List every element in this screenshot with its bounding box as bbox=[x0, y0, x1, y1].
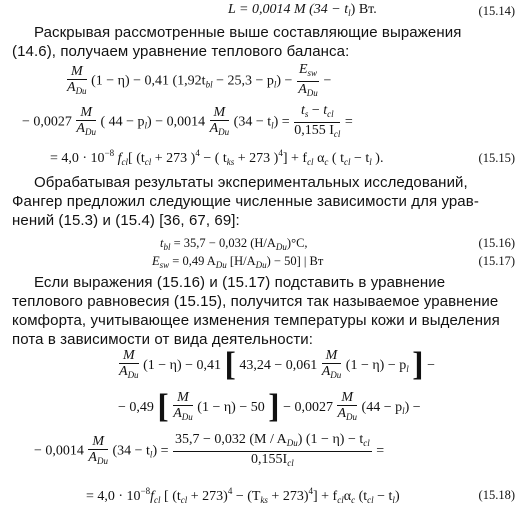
subscript: Du bbox=[275, 242, 287, 252]
equation-text: ) = bbox=[273, 114, 290, 130]
equation-15-16 bbox=[160, 236, 308, 252]
paragraph-line: Фангер предложил следующие численные зависимости для урав- bbox=[12, 193, 479, 210]
subscript: cl bbox=[363, 438, 370, 448]
equation-15-14 bbox=[228, 2, 377, 18]
equation-number: (15.15) bbox=[478, 151, 515, 165]
equation-text: E bbox=[152, 254, 160, 268]
equation-text: ) Вт. bbox=[350, 2, 377, 17]
denominator: A bbox=[67, 80, 76, 95]
paragraph-line: Обрабатывая результаты экспериментальных исследований, bbox=[34, 174, 468, 191]
subscript: cl bbox=[180, 495, 188, 505]
paragraph-line: теплового равновесия (15.15), получится так называемое уравнение bbox=[12, 293, 499, 310]
subscript: Du bbox=[181, 412, 193, 423]
subscript: cl bbox=[307, 157, 314, 167]
equation-15-18-line-1 bbox=[118, 348, 435, 383]
bracket-close: ] bbox=[268, 388, 280, 425]
subscript: Du bbox=[218, 127, 230, 137]
equation-text: (1 − η) − 0,41 bbox=[143, 358, 221, 373]
subscript: l bbox=[144, 120, 148, 131]
fraction bbox=[173, 390, 193, 425]
equation-text: = 4,0 · 10 bbox=[50, 151, 105, 166]
denominator: A bbox=[337, 406, 347, 422]
numerator: M bbox=[92, 434, 105, 449]
subscript: cl bbox=[287, 458, 294, 468]
denominator: A bbox=[209, 121, 219, 136]
equation-number: (15.18) bbox=[478, 488, 515, 502]
subscript: l bbox=[402, 406, 405, 416]
superscript: 4 bbox=[278, 148, 283, 158]
subscript: l bbox=[348, 8, 351, 18]
numerator: M bbox=[80, 105, 93, 120]
paragraph-line: (14.6), получаем уравнение теплового баланса: bbox=[12, 43, 350, 60]
subscript: l bbox=[392, 495, 395, 505]
equation-text: ) − 50] | Вт bbox=[266, 254, 324, 268]
superscript: 4 bbox=[308, 486, 313, 496]
equation-text: α bbox=[313, 151, 325, 166]
equation-15-18-line-4 bbox=[86, 486, 400, 505]
equation-15-18-line-2 bbox=[118, 390, 421, 425]
equation-text: ). bbox=[371, 151, 384, 166]
subscript: l bbox=[273, 79, 277, 90]
subscript: ks bbox=[226, 157, 235, 167]
bracket-open: [ bbox=[224, 346, 236, 383]
equation-text: − 0,49 bbox=[118, 400, 154, 415]
subscript: cl bbox=[343, 157, 351, 167]
subscript: cl bbox=[154, 495, 161, 505]
numerator: M bbox=[122, 348, 135, 364]
fraction bbox=[297, 62, 319, 101]
subscript: cl bbox=[337, 495, 344, 505]
denominator: 0,155I bbox=[251, 452, 288, 467]
numerator: 35,7 − 0,032 (M / A bbox=[175, 432, 287, 447]
equation-text: ( 44 − p bbox=[100, 114, 145, 130]
equation-text: (1 − η) − 50 bbox=[197, 400, 265, 415]
equation-text: + 273) bbox=[267, 489, 309, 504]
denominator: A bbox=[321, 364, 331, 380]
equation-text: − 0,0027 bbox=[22, 114, 72, 130]
equation-text: [ (t bbox=[160, 489, 181, 504]
paragraph-line: Если выражения (15.16) и (15.17) подставить в уравнение bbox=[34, 274, 446, 291]
subscript: Du bbox=[75, 86, 87, 96]
fraction bbox=[88, 434, 108, 469]
paragraph-line: Раскрывая рассмотренные выше составляющие выражения bbox=[34, 24, 462, 41]
equation-text: (34 − t bbox=[233, 114, 272, 130]
equation-15-15-line-2: − 0,0027 $\frac{M}{A_{Du}}$ ( $44 - p_l) - 0,0014$ $\frac{M}{A_{Du}}$ $(34 - t_l)$ = $\frac{t_s - t_{cl}}{0,155 I_{cl}}$ = bbox=[22, 103, 353, 142]
equation-text: + 273) bbox=[187, 489, 228, 504]
subscript: Du bbox=[330, 370, 342, 381]
equation-text: ] + f bbox=[312, 489, 338, 504]
equation-text: (1 − η) − p bbox=[345, 358, 407, 373]
superscript: 4 bbox=[195, 148, 200, 158]
numerator: M bbox=[213, 105, 226, 120]
fraction bbox=[67, 64, 87, 99]
numerator: t bbox=[300, 103, 305, 118]
equation-text: ) bbox=[394, 489, 400, 504]
superscript: 4 bbox=[227, 486, 233, 496]
equation-text: f bbox=[150, 489, 155, 504]
superscript: −8 bbox=[104, 148, 115, 158]
subscript: Du bbox=[127, 370, 139, 381]
equation-text: − bbox=[423, 358, 435, 373]
equation-text: ] + f bbox=[282, 151, 308, 166]
equation-text: = 4,0 · 10 bbox=[86, 489, 141, 504]
equation-text: − (T bbox=[232, 489, 261, 504]
equation-text: [ (t bbox=[128, 151, 145, 166]
numerator: M bbox=[325, 348, 338, 364]
subscript: c bbox=[324, 157, 329, 167]
equation-number: (15.17) bbox=[478, 254, 515, 268]
equation-text: = bbox=[376, 443, 385, 459]
denominator: 0,155 I bbox=[294, 123, 334, 138]
subscript: ks bbox=[260, 495, 268, 505]
equation-15-15-line-3 bbox=[50, 148, 383, 167]
subscript: cl bbox=[367, 495, 374, 505]
numerator: M bbox=[177, 390, 189, 406]
subscript: Du bbox=[96, 456, 108, 466]
denominator: A bbox=[88, 450, 97, 465]
subscript: bl bbox=[205, 79, 213, 90]
numerator: M bbox=[70, 64, 83, 79]
fraction: $\frac{t_s - t_{cl}}{0,155 I_{cl}}$ bbox=[294, 103, 341, 139]
subscript: l bbox=[406, 364, 409, 374]
equation-number: (15.14) bbox=[478, 4, 515, 18]
equation-text: 43,24 − 0,061 bbox=[239, 358, 318, 373]
equation-text: f bbox=[114, 151, 122, 166]
subscript: l bbox=[369, 157, 372, 167]
equation-text: − 0,0027 bbox=[283, 400, 333, 415]
paragraph-line: комфорта, учитывающее изменения температуры кожи и выделения bbox=[12, 312, 500, 329]
equation-text: − ( t bbox=[199, 151, 227, 166]
fraction bbox=[119, 348, 139, 383]
equation-15-17 bbox=[152, 254, 323, 270]
bracket-open: [ bbox=[157, 388, 169, 425]
equation-text: (44 − p bbox=[361, 400, 403, 415]
subscript: c bbox=[351, 495, 356, 505]
paragraph-line: пота в зависимости от вида деятельности: bbox=[12, 331, 314, 348]
equation-text: − 0,0014 bbox=[34, 443, 84, 459]
paragraph-line: нений (15.3) и (15.4) [36, 67, 69]: bbox=[12, 212, 240, 229]
equation-15-15-line-1: $\frac{M}{A_{Du}}$ (1 − η) − 0,41 $(1,92t_{bl} - 25,3 - p_l)$ − $\frac{E_{sw}}{A_{Du}}$ − bbox=[66, 62, 331, 101]
equation-text: + 273 ) bbox=[151, 151, 196, 166]
equation-text: (1 − η) − 0,41 (1,92t bbox=[91, 73, 206, 89]
equation-text: L = 0,0014 M (34 − t bbox=[228, 2, 349, 17]
subscript: s bbox=[304, 109, 309, 119]
subscript: sw bbox=[307, 68, 318, 78]
equation-15-18-line-3 bbox=[34, 432, 384, 471]
subscript: cl bbox=[144, 157, 152, 167]
subscript: l bbox=[149, 449, 153, 460]
subscript: Du bbox=[84, 127, 96, 137]
fraction bbox=[76, 105, 96, 140]
equation-text: ) = bbox=[152, 443, 169, 459]
subscript: Du bbox=[346, 412, 358, 423]
equation-text: ) − bbox=[404, 400, 421, 415]
subscript: l bbox=[271, 120, 274, 131]
subscript: Du bbox=[306, 88, 318, 98]
equation-number: (15.16) bbox=[478, 236, 515, 250]
subscript: Du bbox=[286, 438, 298, 448]
bracket-close: ] bbox=[412, 346, 424, 383]
equation-text: − 25,3 − p bbox=[212, 73, 274, 89]
equation-text: ) − 0,0014 bbox=[147, 114, 206, 130]
denominator: A bbox=[76, 121, 85, 136]
fraction bbox=[210, 105, 230, 140]
equation-text: ) − bbox=[276, 73, 296, 89]
subscript: cl bbox=[333, 129, 341, 139]
subscript: sw bbox=[159, 260, 170, 270]
fraction bbox=[173, 432, 372, 471]
equation-text: + 273 ) bbox=[234, 151, 279, 166]
equation-text: = 35,7 − 0,032 (H/A bbox=[170, 236, 276, 250]
fraction bbox=[337, 390, 357, 425]
denominator: A bbox=[298, 82, 307, 97]
subscript: cl bbox=[327, 109, 334, 119]
denominator: A bbox=[119, 364, 128, 380]
equation-text: α bbox=[343, 489, 352, 504]
numerator: M bbox=[341, 390, 354, 406]
equation-text: − t bbox=[373, 489, 393, 504]
equation-text: (t bbox=[355, 489, 368, 504]
equation-text: )°C, bbox=[286, 236, 308, 250]
denominator: A bbox=[173, 406, 182, 422]
subscript: bl bbox=[163, 242, 171, 252]
numerator: t bbox=[323, 103, 328, 118]
equation-text: ( t bbox=[328, 151, 344, 166]
equation-text: = 0,49 A bbox=[169, 254, 216, 268]
superscript: −8 bbox=[140, 486, 151, 496]
equation-text: t bbox=[160, 236, 164, 250]
equation-text: − t bbox=[350, 151, 370, 166]
subscript: Du bbox=[215, 260, 227, 270]
equation-text: [H/A bbox=[226, 254, 256, 268]
fraction bbox=[322, 348, 342, 383]
equation-text: (34 − t bbox=[112, 443, 150, 459]
subscript: cl bbox=[121, 157, 129, 167]
subscript: Du bbox=[255, 260, 267, 270]
numerator: E bbox=[298, 62, 308, 77]
numerator: ) (1 − η) − t bbox=[297, 432, 364, 447]
